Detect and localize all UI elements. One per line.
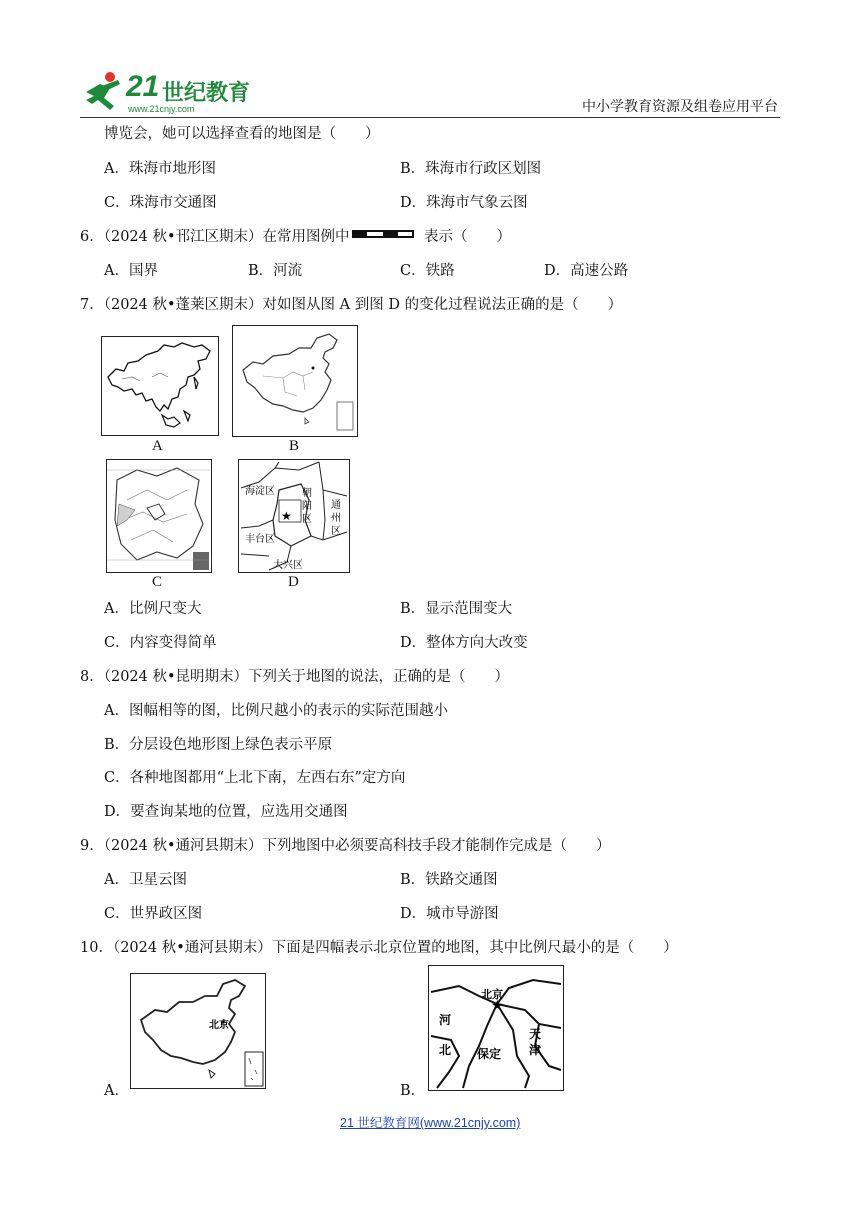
platform-name: 中小学教育资源及组卷应用平台 xyxy=(582,99,778,115)
district-map-icon xyxy=(239,460,348,571)
caption-b: B xyxy=(289,438,300,454)
label-beijing: 北京 xyxy=(209,1020,229,1031)
china-outline-icon xyxy=(131,974,264,1087)
label-fengtai: 丰台区 xyxy=(245,534,275,545)
beijing-region-map-icon xyxy=(107,460,210,571)
map-10a-china xyxy=(130,973,266,1089)
option-line: A．国界 xyxy=(104,263,158,279)
option-line: D．要查询某地的位置，应选用交通图 xyxy=(104,804,348,820)
label-bei: 北 xyxy=(439,1043,452,1057)
site-logo[interactable] xyxy=(80,68,250,114)
map-d-beijing-districts xyxy=(238,459,350,573)
question-6-stem: 6．（2024 秋•邗江区期末）在常用图例中 xyxy=(80,229,350,245)
railway-legend-symbol xyxy=(352,229,414,239)
footer-link[interactable]: 21 世纪教育网(www.21cnjy.com) xyxy=(340,1116,521,1130)
option-line: C．铁路 xyxy=(400,263,455,279)
label-jin: 津 xyxy=(529,1043,542,1057)
label-tongzhou: 通 xyxy=(331,500,341,511)
option-line: B．分层设色地形图上绿色表示平原 xyxy=(104,737,333,753)
text-line: 博览会，她可以选择查看的地图是（ ） xyxy=(104,126,380,142)
label-chaoyang: 朝 xyxy=(302,488,312,499)
option-b-label: B． xyxy=(400,1083,426,1099)
label-tian: 天 xyxy=(529,1027,542,1041)
option-line: B．显示范围变大 xyxy=(400,601,513,617)
option-line: B．铁路交通图 xyxy=(400,872,498,888)
option-line: C．珠海市交通图 xyxy=(104,195,217,211)
svg-text:州: 州 xyxy=(331,513,341,524)
option-line: D．珠海市气象云图 xyxy=(400,195,528,211)
capital-star-icon: ★ xyxy=(491,998,504,1014)
question-10-stem: 10．（2024 秋•通河县期末）下面是四幅表示北京位置的地图，其中比例尺最小的是（ ） xyxy=(80,940,678,956)
label-he: 河 xyxy=(439,1013,452,1027)
label-daxing: 大兴区 xyxy=(273,560,303,571)
hebei-region-map-icon xyxy=(429,966,562,1089)
caption-d: D xyxy=(288,574,299,590)
option-line: D．城市导游图 xyxy=(400,906,499,922)
map-c-beijing-region xyxy=(106,459,212,573)
option-a-label: A． xyxy=(104,1083,129,1099)
question-6-stem-end: 表示（ ） xyxy=(424,229,511,245)
option-line: C．世界政区图 xyxy=(104,906,203,922)
map-a-asia xyxy=(101,336,219,436)
option-line: C．内容变得简单 xyxy=(104,635,217,651)
option-line: A．卫星云图 xyxy=(104,872,187,888)
option-line: C．各种地图都用“上北下南，左西右东”定方向 xyxy=(104,770,406,786)
logo-url: www.21cnjy.com xyxy=(128,104,195,114)
logo-text: 世纪教育 xyxy=(162,81,251,106)
map-10b-hebei xyxy=(428,965,564,1091)
capital-star-icon: ★ xyxy=(281,509,292,523)
question-9-stem: 9．（2024 秋•通河县期末）下列地图中必须要高科技手段才能制作完成是（ ） xyxy=(80,838,611,854)
label-baoding: 保定 xyxy=(477,1047,502,1061)
option-line: D．高速公路 xyxy=(544,263,629,279)
question-7-stem: 7．（2024 秋•蓬莱区期末）对如图从图 A 到图 D 的变化过程说法正确的是（ ） xyxy=(80,297,623,313)
header-divider xyxy=(80,117,780,118)
logo-number: 21 xyxy=(126,70,160,103)
caption-c: C xyxy=(152,574,163,590)
option-line: A．比例尺变大 xyxy=(104,601,202,617)
svg-text:区: 区 xyxy=(302,514,312,525)
option-line: B．珠海市行政区划图 xyxy=(400,161,542,177)
asia-outline-icon xyxy=(102,337,217,434)
label-haidian: 海淀区 xyxy=(245,486,275,497)
option-line: B．河流 xyxy=(248,263,303,279)
svg-text:区: 区 xyxy=(331,526,341,537)
option-line: A．珠海市地形图 xyxy=(104,161,216,177)
caption-a: A xyxy=(152,438,163,454)
runner-logo-icon xyxy=(80,70,124,112)
map-b-china xyxy=(232,325,358,437)
option-line: D．整体方向大改变 xyxy=(400,635,528,651)
option-line: A．图幅相等的图，比例尺越小的表示的实际范围越小 xyxy=(104,703,448,719)
china-outline-icon xyxy=(233,326,356,435)
svg-text:阳: 阳 xyxy=(302,501,312,512)
question-8-stem: 8．（2024 秋•昆明期末）下列关于地图的说法，正确的是（ ） xyxy=(80,669,510,685)
label-beijing: 北京 xyxy=(481,988,503,1001)
